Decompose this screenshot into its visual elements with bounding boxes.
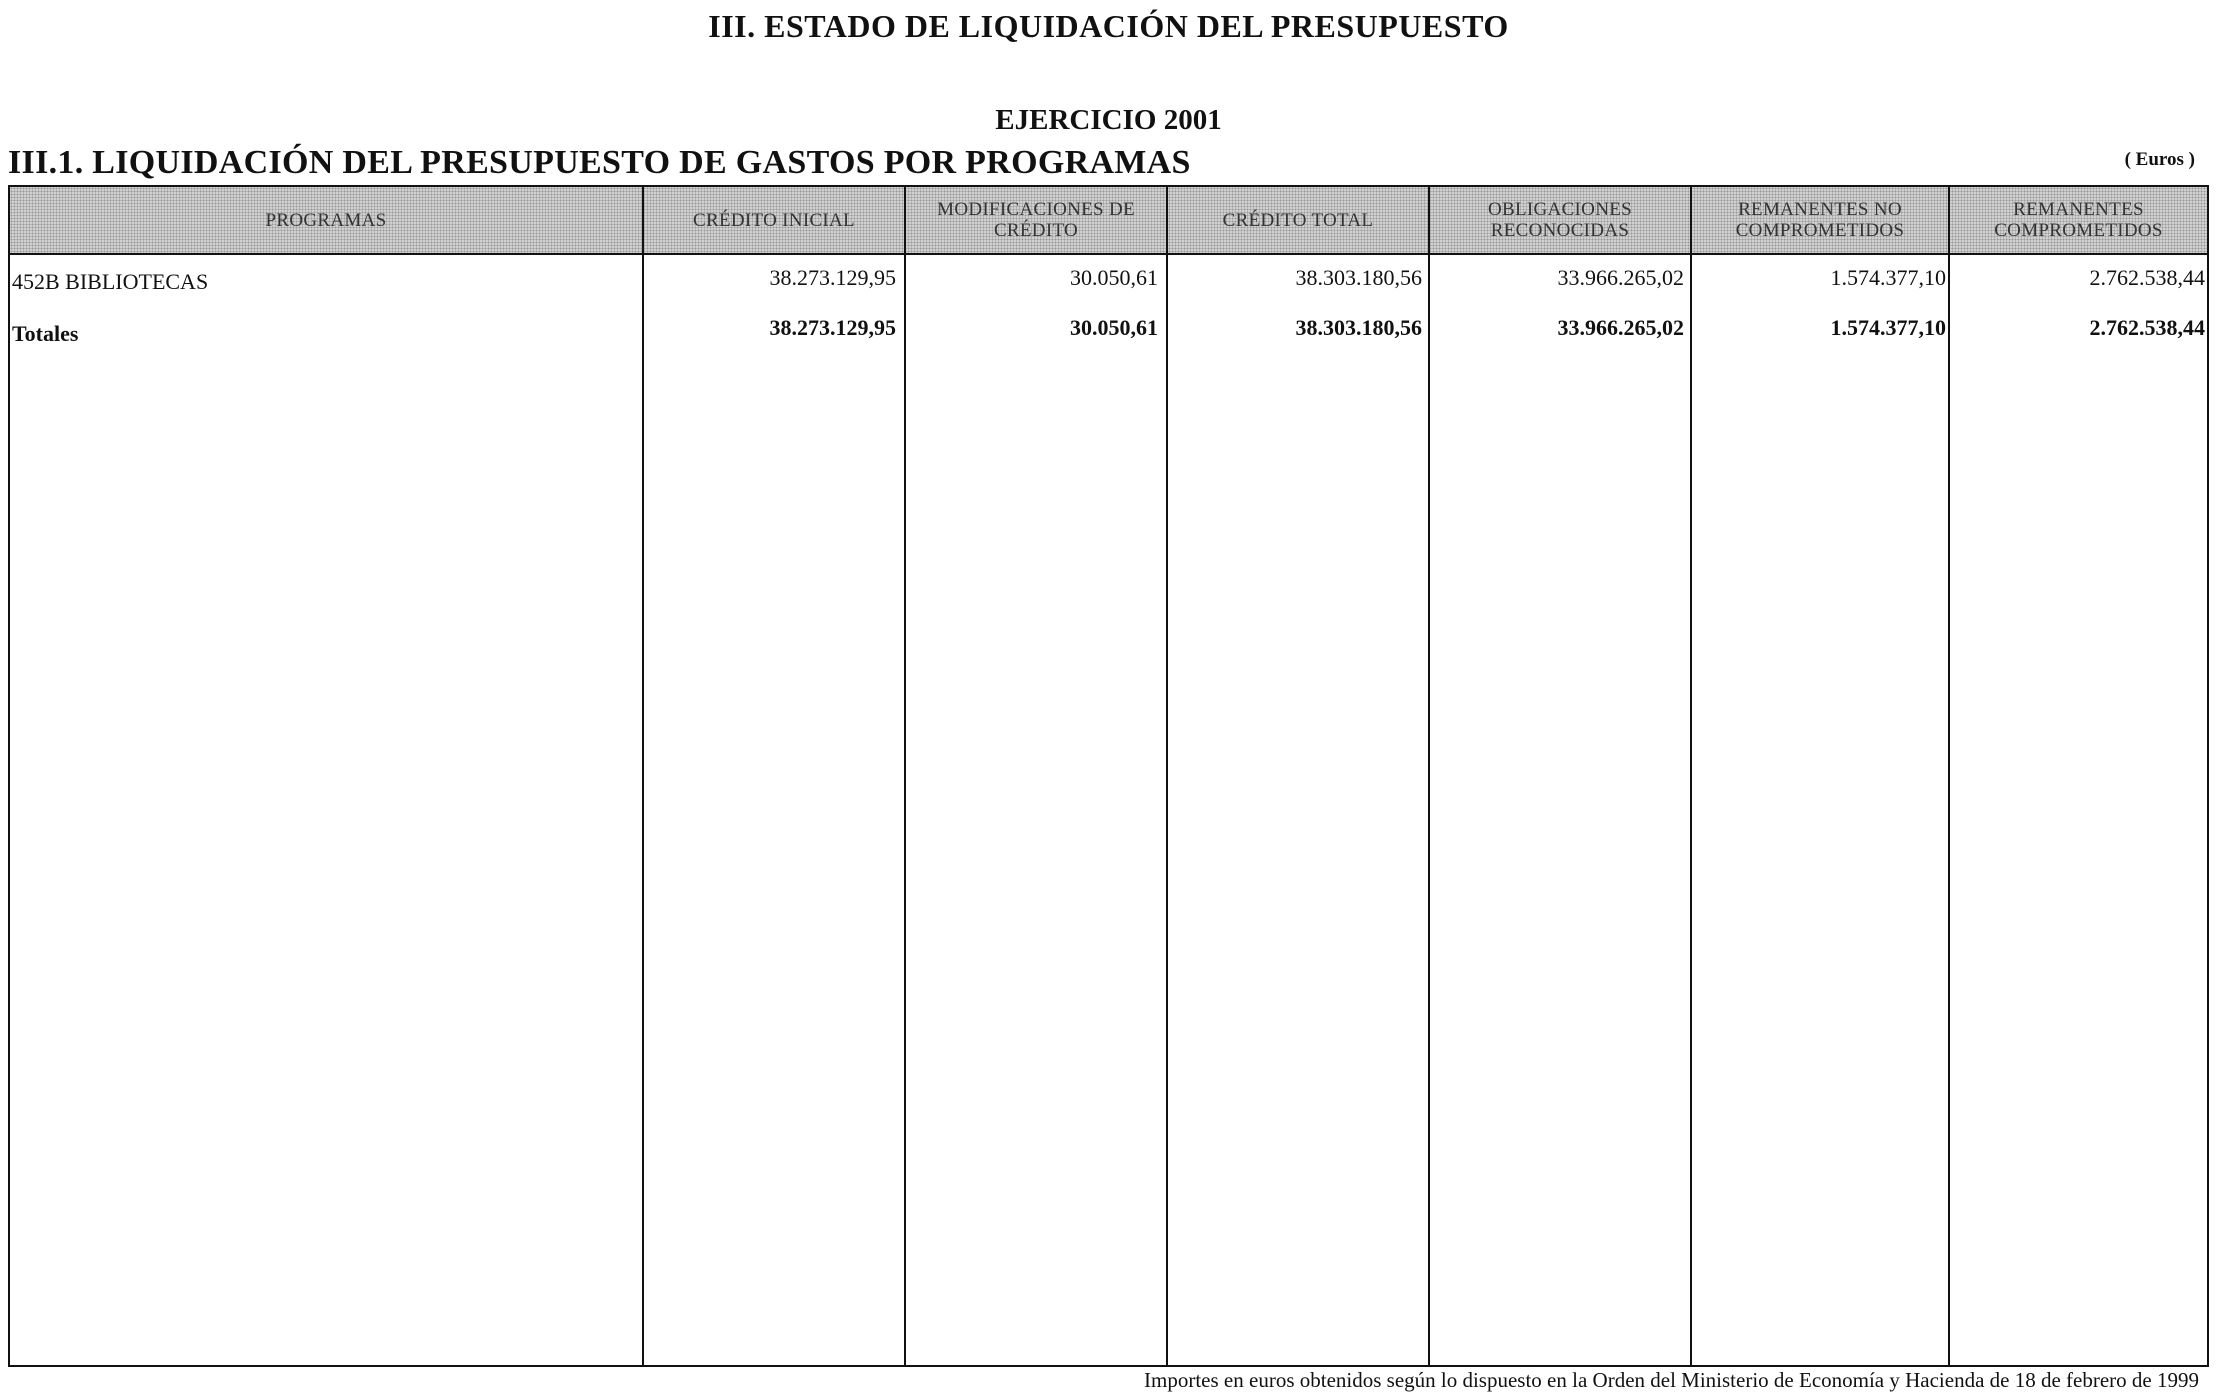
column-divider (1166, 187, 1168, 1365)
row-credito-inicial: 38.273.129,95 (769, 265, 896, 290)
column-divider (1428, 187, 1430, 1365)
column-divider (642, 187, 644, 1365)
totals-remanentes-comp: 2.762.538,44 (2089, 315, 2205, 340)
totals-credito-total: 38.303.180,56 (1295, 315, 1422, 340)
totals-credito-inicial: 38.273.129,95 (769, 315, 896, 340)
row-obligaciones: 33.966.265,02 (1557, 265, 1684, 290)
header-modificaciones: MODIFICACIONES DE CRÉDITO (937, 199, 1135, 241)
header-obligaciones: OBLIGACIONES RECONOCIDAS (1488, 199, 1632, 241)
column-divider (904, 187, 906, 1365)
totals-modificaciones: 30.050,61 (1070, 315, 1158, 340)
totals-obligaciones: 33.966.265,02 (1557, 315, 1684, 340)
header-credito-inicial: CRÉDITO INICIAL (693, 209, 855, 231)
row-credito-total: 38.303.180,56 (1295, 265, 1422, 290)
row-programa: 452B BIBLIOTECAS (12, 269, 209, 294)
totals-remanentes-no: 1.574.377,10 (1830, 315, 1946, 340)
header-programas: PROGRAMAS (265, 209, 387, 231)
footnote: Importes en euros obtenidos según lo dispuesto en la Orden del Ministerio de Economía y Hacienda de 18 de febrero de 1999 (1144, 1368, 2199, 1392)
page-title: III. ESTADO DE LIQUIDACIÓN DEL PRESUPUESTO (708, 8, 1509, 44)
currency-unit: ( Euros ) (2124, 149, 2195, 170)
column-divider (1690, 187, 1692, 1365)
row-remanentes-comp: 2.762.538,44 (2089, 265, 2205, 290)
section-title: III.1. LIQUIDACIÓN DEL PRESUPUESTO DE GASTOS POR PROGRAMAS (8, 144, 1191, 181)
row-remanentes-no: 1.574.377,10 (1830, 265, 1946, 290)
budget-table (8, 185, 2209, 1367)
row-modificaciones: 30.050,61 (1070, 265, 1158, 290)
header-remanentes-comp: REMANENTES COMPROMETIDOS (1994, 199, 2163, 241)
header-remanentes-no: REMANENTES NO COMPROMETIDOS (1735, 199, 1905, 241)
exercise-year: EJERCICIO 2001 (995, 104, 1222, 136)
column-divider (1948, 187, 1950, 1365)
header-credito-total: CRÉDITO TOTAL (1222, 209, 1374, 231)
totals-label: Totales (12, 321, 79, 346)
